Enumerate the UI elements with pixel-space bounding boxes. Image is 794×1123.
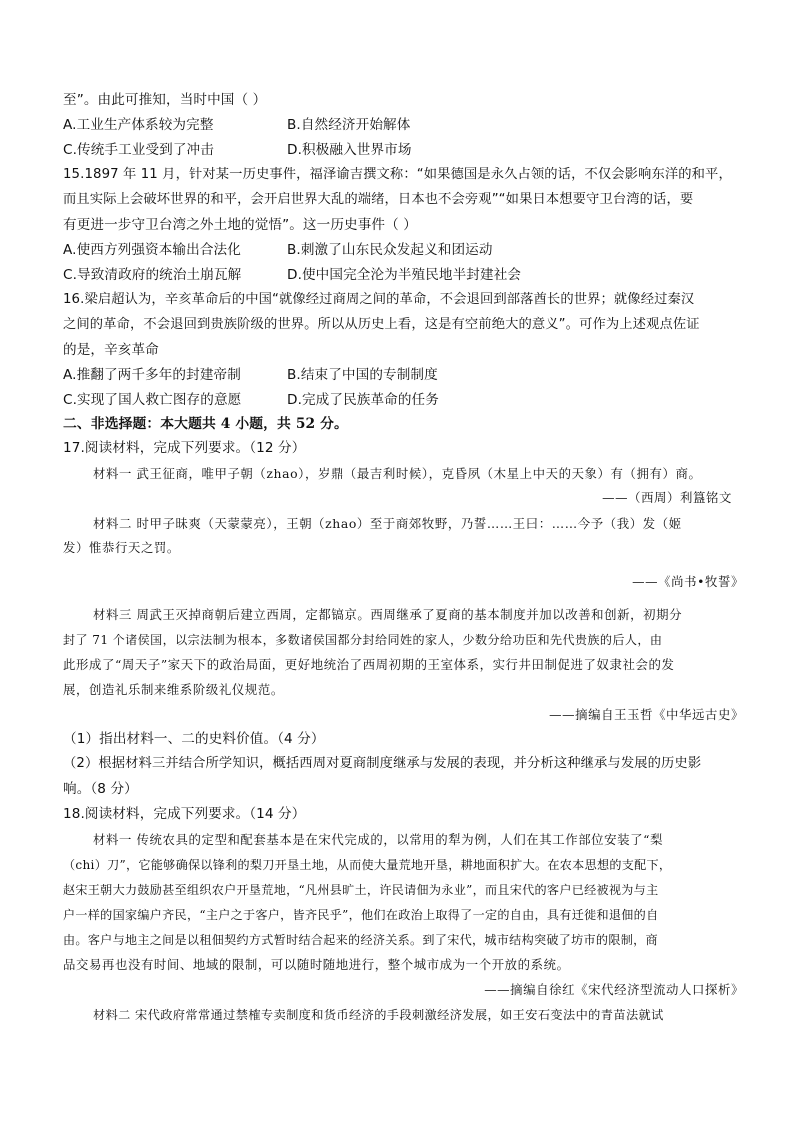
q17-material-3-source: ——摘编自王玉哲《中华远古史》 [549, 707, 744, 722]
q17-material-3-line3: 此形成了“周天子”家天下的政治局面，更好地统治了西周初期的王室体系，实行井田制促进了奴隶社会的发 [63, 657, 675, 672]
q15-option-d: D.使中国完全沦为半殖民地半封建社会 [287, 267, 522, 283]
q17-material-3-line2: 封了 71 个诸侯国，以宗法制为根本，多数诸侯国都分封给同姓的家人，少数分给功臣和先代贵族的后人，由 [63, 633, 663, 647]
q14-option-a: A.工业生产体系较为完整 [63, 117, 214, 133]
q14-option-c: C.传统手工业受到了冲击 [63, 142, 214, 158]
q17-question-1: （1）指出材料一、二的史料价值。（4 分） [63, 731, 325, 747]
q16-option-d: D.完成了民族革命的任务 [287, 392, 439, 408]
q15-stem-line2: 而且实际上会破坏世界的和平，会开启世界大乱的端绪，日本也不会旁观”“如果日本想要守卫台湾的话，要 [63, 192, 694, 207]
q16-option-c: C.实现了国人救亡图存的意愿 [63, 392, 242, 408]
q16-stem-line2: 之间的革命，不会退回到贵族阶级的世界。所以从历史上看，这是有空前绝大的意义”。可作为上述观点佐证 [63, 317, 700, 332]
q14-option-b: B.自然经济开始解体 [287, 117, 411, 133]
q17-material-2-line2: 发）惟恭行天之罚。 [63, 540, 180, 555]
q15-option-c: C.导致清政府的统治土崩瓦解 [63, 267, 242, 283]
q18-material-1-line4: 户一样的国家编户齐民，“主户之于客户，皆齐民乎”，他们在政治上取得了一定的自由，具有迁徙和退佃的自 [63, 908, 659, 922]
q15-stem-line1: 15.1897 年 11 月，针对某一历史事件，福泽谕吉撰文称：“如果德国是永久占领的话，不仅会影响东洋的和平， [63, 167, 732, 182]
q16-option-a: A.推翻了两千多年的封建帝制 [63, 367, 241, 383]
q17-material-2-line1: 材料二 时甲子昧爽（天蒙蒙亮），王朝（zhao）至于商郊牧野，乃誓……王曰：……今予（我）发（姬 [93, 516, 682, 531]
q17-material-3-line4: 展，创造礼乐制来维系阶级礼仪规范。 [63, 682, 284, 697]
q18-material-1-line3: 赵宋王朝大力鼓励甚至组织农户开垦荒地，“凡州县旷土，许民请佃为永业”，而且宋代的客户已经被视为与主 [63, 883, 659, 897]
q16-option-b: B.结束了中国的专制制度 [287, 367, 438, 383]
q17-material-1-source: ——（西周）利簋铭文 [602, 490, 732, 505]
q15-stem-line3: 有更进一步守卫台湾之外土地的觉悟”。这一历史事件（ ） [63, 217, 417, 233]
q18-material-1-line5: 由。客户与地主之间是以租佃契约方式暂时结合起来的经济关系。到了宋代，城市结构突破了坊市的限制，商 [63, 933, 658, 947]
q16-stem-line1: 16.梁启超认为，辛亥革命后的中国“就像经过商周之间的革命，不会退回到部落酋长的世界；就像经过秦汉 [63, 292, 695, 307]
q17-material-1: 材料一 武王征商，唯甲子朝（zhao），岁鼎（最吉利时候），克昏夙（木星上中天的天象）有（拥有）商。 [93, 466, 702, 481]
q18-material-1-line2: （chi）刀”，它能够确保以锋利的梨刀开垦土地，从而使大量荒地开垦，耕地面积扩大。在农本思想的支配下， [63, 858, 672, 872]
q18-material-1-line1: 材料一 传统农具的定型和配套基本是在宋代完成的，以常用的犁为例，人们在其工作部位安装了“梨 [93, 832, 664, 847]
q18-material-2-line1: 材料二 宋代政府常常通过禁榷专卖制度和货币经济的手段刺激经济发展，如王安石变法中的青苗法就试 [93, 1008, 664, 1022]
q16-stem-line3: 的是，辛亥革命 [63, 342, 159, 358]
q17-material-2-source: ——《尚书•牧誓》 [632, 574, 744, 589]
q18-prompt: 18.阅读材料，完成下列要求。（14 分） [63, 806, 306, 822]
q17-question-2-line2: 响。（8 分） [63, 781, 138, 797]
q15-option-b: B.刺激了山东民众发起义和团运动 [287, 242, 493, 258]
q14-option-d: D.积极融入世界市场 [287, 142, 412, 158]
q18-material-1-line6: 品交易再也没有时间、地域的限制，可以随时随地进行，整个城市成为一个开放的系统。 [63, 957, 570, 972]
q15-option-a: A.使西方列强资本输出合法化 [63, 242, 241, 258]
q17-prompt: 17.阅读材料，完成下列要求。（12 分） [63, 440, 306, 456]
section-heading: 二、非选择题：本大题共 4 小题，共 52 分。 [63, 416, 348, 432]
q17-material-3-line1: 材料三 周武王灭掉商朝后建立西周，定都镐京。西周继承了夏商的基本制度并加以改善和创新，初期分 [93, 607, 683, 622]
q17-question-2-line1: （2）根据材料三并结合所学知识，概括西周对夏商制度继承与发展的表现，并分析这种继承与发展的历史影 [63, 756, 702, 771]
q14-stem-end: 至”。由此可推知，当时中国（ ） [63, 92, 267, 108]
q18-material-1-source: ——摘编自徐红《宋代经济型流动人口探析》 [484, 982, 744, 997]
